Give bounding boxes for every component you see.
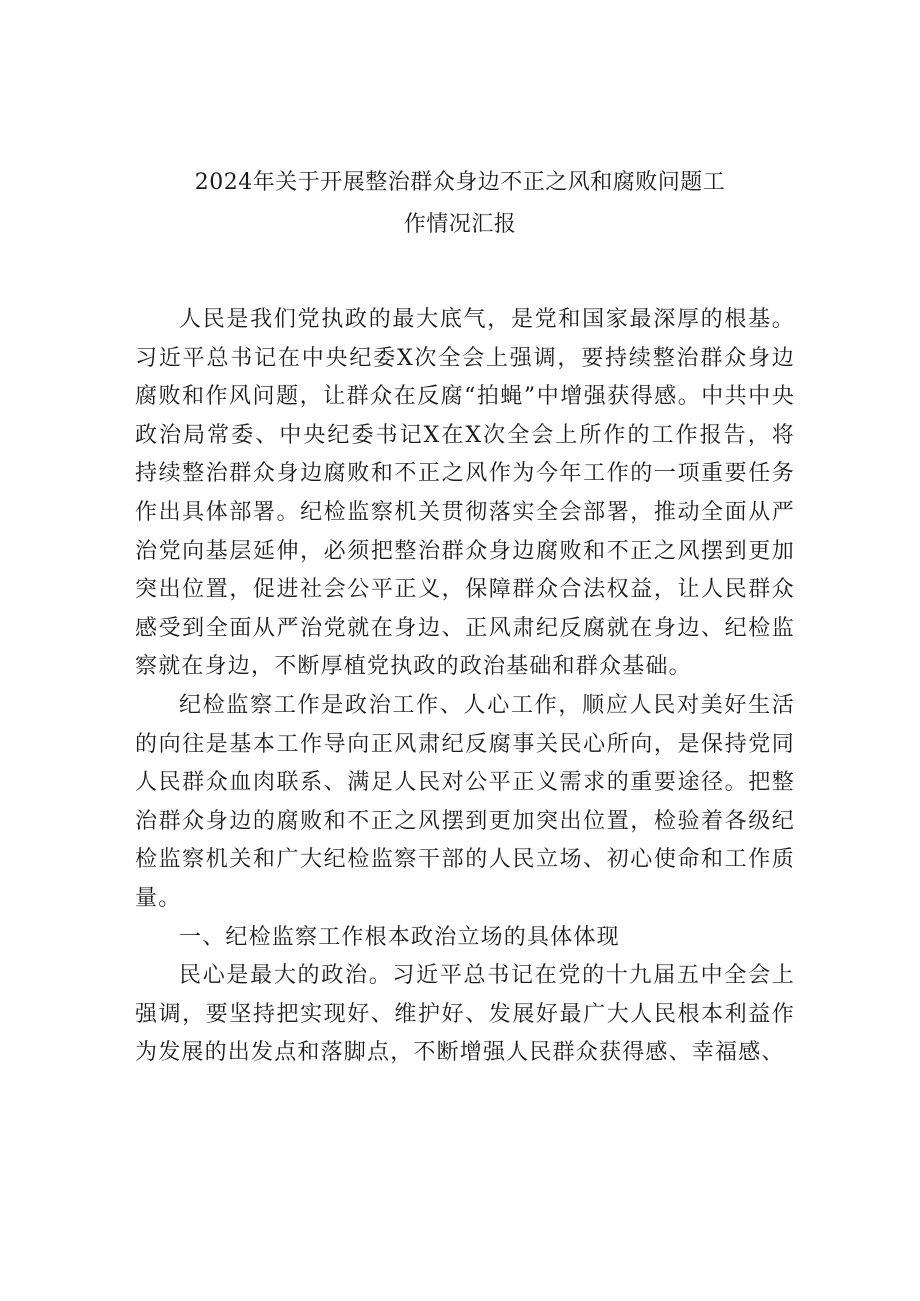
paragraph-1: 人民是我们党执政的最大底气，是党和国家最深厚的根基。习近平总书记在中央纪委X次全会上强调，要持续整治群众身边腐败和作风问题，让群众在反腐“拍蝇”中增强获得感。中共中央政治局常委、中央纪委书记X在X次全会上所作的工作报告，将持续整治群众身边腐败和不正之风作为今年工作的一项重要任务作出具体部署。纪检监察机关贯彻落实全会部署，推动全面从严治党向基层延伸，必须把整治群众身边腐败和不正之风摆到更加突出位置，促进社会公平正义，保障群众合法权益，让人民群众感受到全面从严治党就在身边、正风肃纪反腐就在身边、纪检监察就在身边，不断厚植党执政的政治基础和群众基础。 xyxy=(135,307,795,680)
document-body xyxy=(135,301,795,1073)
paragraph-3: 民心是最大的政治。习近平总书记在党的十九届五中全会上强调，要坚持把实现好、维护好、发展好最广大人民根本利益作为发展的出发点和落脚点，不断增强人民群众获得感、幸福感、 xyxy=(135,963,795,1066)
section-heading-1: 一、纪检监察工作根本政治立场的具体体现 xyxy=(179,924,620,950)
document-title-line-2: 作情况汇报 xyxy=(403,212,517,237)
paragraph-2: 纪检监察工作是政治工作、人心工作，顺应人民对美好生活的向往是基本工作导向正风肃纪反腐事关民心所向，是保持党同人民群众血肉联系、满足人民对公平正义需求的重要途径。把整治群众身边的腐败和不正之风摆到更加突出位置，检验着各级纪检监察机关和广大纪检监察干部的人民立场、初心使命和工作质量。 xyxy=(135,692,795,911)
document-title-line-1: 2024年关于开展整治群众身边不正之风和腐败问题工 xyxy=(194,170,726,195)
